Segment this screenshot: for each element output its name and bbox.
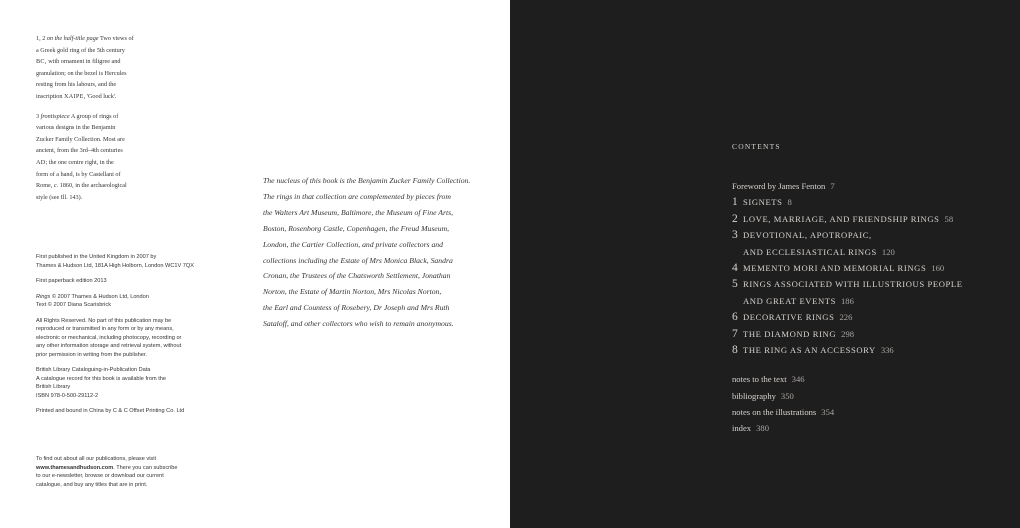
acknowledgement-line: Sataloff, and other collectors who wish to remain anonymous.: [263, 319, 454, 329]
caption-text: with ornament in filigree and: [48, 58, 121, 66]
caption-frontispiece: [36, 111, 148, 204]
chapter-title: THE DIAMOND RING: [743, 328, 837, 339]
book-title: Rings: [36, 293, 51, 300]
caption-text: various designs in the Benjamin: [36, 124, 116, 132]
caption-text: Zucker Family Collection. Most are: [36, 135, 125, 143]
chapter-number: 6: [732, 311, 738, 324]
imprint-line: First published in the United Kingdom in 2007 by: [36, 254, 157, 260]
cataloguing-line: A catalogue record for this book is available from the: [36, 375, 166, 382]
caption-text: , 'Good luck'.: [83, 92, 117, 100]
publisher-line: . There you can subscribe: [113, 464, 178, 471]
acknowledgement-line: The nucleus of this book is the Benjamin Zucker Family Collection.: [263, 176, 471, 185]
toc-chapter-1[interactable]: [732, 194, 982, 210]
toc-entry-title: Foreword by James Fenton: [732, 181, 826, 191]
rights-line: electronic or mechanical, including photocopy, recording or: [36, 334, 182, 341]
toc-page-number: 120: [881, 246, 895, 257]
caption-era: AD: [36, 158, 46, 166]
rights-line: All Rights Reserved. No part of this publication may be: [36, 317, 172, 324]
copyright-imprint: [36, 253, 211, 423]
collection-acknowledgement: [263, 173, 485, 332]
toc-notes-on-illustrations[interactable]: [732, 404, 982, 420]
toc-page-number: 160: [931, 262, 945, 273]
caption-number: 1, 2: [36, 35, 46, 42]
caption-circa: c.: [53, 182, 59, 190]
toc-page-number: 7: [830, 181, 835, 191]
acknowledgement-line: the Earl and Countess of Rosebery, Dr Joseph and Mrs Ruth: [263, 303, 450, 313]
acknowledgement-line: collections including the Estate of Mrs Monica Black, Sandra: [263, 255, 453, 265]
toc-bibliography[interactable]: [732, 388, 982, 404]
isbn: ISBN 978-0-500-29112-2: [36, 392, 99, 399]
chapter-number: 7: [732, 327, 738, 340]
caption-text: Two views of: [100, 35, 134, 42]
publisher-line: To find out about all our publications, please visit: [36, 456, 157, 462]
caption-text: granulation; on the bezel is Hercules: [36, 69, 127, 77]
chapter-number: 8: [732, 343, 738, 356]
publisher-line: catalogue, and buy any titles that are in print.: [36, 481, 148, 488]
caption-text: A group of rings of: [70, 112, 119, 120]
caption-text: Rome,: [36, 182, 53, 190]
caption-number: 3: [36, 112, 40, 120]
rights-line: any other information storage and retrieval system, without: [36, 343, 182, 349]
toc-page-number: 8: [787, 197, 792, 208]
toc-page-number: 336: [880, 344, 894, 355]
publisher-website-link[interactable]: www.thamesandhudson.com: [36, 464, 114, 471]
chapter-number: 5: [732, 278, 738, 291]
toc-chapter-3[interactable]: [732, 227, 982, 243]
chapter-title: LOVE, MARRIAGE, AND FRIENDSHIP RINGS: [743, 213, 940, 224]
toc-foreword[interactable]: [732, 178, 982, 194]
chapter-number: 4: [732, 261, 738, 274]
caption-inscription: XAIPE: [64, 92, 84, 100]
toc-chapter-8[interactable]: [732, 342, 982, 358]
rights-line: prior permission in writing from the publisher.: [36, 351, 147, 358]
toc-page-number: 346: [791, 374, 805, 385]
chapter-title: DEVOTIONAL, APOTROPAIC,: [743, 230, 872, 241]
chapter-title: THE RING AS AN ACCESSORY: [743, 344, 876, 355]
edition-line: First paperback edition 2013: [36, 278, 107, 284]
chapter-title: AND GREAT EVENTS: [743, 295, 836, 306]
acknowledgement-line: London, the Cartier Collection, and private collectors and: [263, 239, 443, 249]
chapter-title: SIGNETS: [743, 197, 783, 208]
chapter-title: MEMENTO MORI AND MEMORIAL RINGS: [743, 262, 927, 273]
contents-heading: CONTENTS: [732, 142, 781, 151]
toc-page-number: 354: [821, 407, 835, 418]
acknowledgement-line: The rings in that collection are complemented by pieces from: [263, 191, 451, 201]
chapter-title: RINGS ASSOCIATED WITH ILLUSTRIOUS PEOPLE: [743, 279, 963, 290]
caption-era: BC,: [36, 58, 47, 66]
chapter-title: AND ECCLESIASTICAL RINGS: [743, 246, 877, 257]
caption-text: style (see Ill. 143).: [36, 193, 83, 201]
toc-page-number: 226: [839, 312, 853, 323]
acknowledgement-line: Norton, the Estate of Martin Norton, Mrs Nicolas Norton,: [263, 287, 442, 297]
caption-text: inscription: [36, 92, 63, 100]
acknowledgement-line: the Walters Art Museum, Baltimore, the Museum of Fine Arts,: [263, 207, 454, 217]
caption-text: ancient, from the 3rd–4th centuries: [36, 147, 123, 155]
acknowledgement-line: Boston, Rosenborg Castle, Copenhagen, the Freud Museum,: [263, 223, 450, 233]
toc-chapter-5[interactable]: [732, 276, 982, 292]
copyright-line: © 2007 Thames & Hudson Ltd, London: [51, 293, 149, 300]
toc-entry-title: notes to the text: [732, 374, 787, 385]
toc-index[interactable]: [732, 420, 982, 436]
rights-line: reproduced or transmitted in any form or by any means,: [36, 326, 174, 332]
chapter-number: 2: [732, 212, 738, 225]
toc-page-number: 186: [841, 295, 854, 306]
printer-line: Printed and bound in China by C & C Offset Printing Co. Ltd: [36, 408, 185, 414]
caption-text: 1860, in the archaeological: [59, 182, 127, 190]
illustration-captions: [36, 33, 148, 211]
toc-chapter-7[interactable]: [732, 326, 982, 342]
toc-chapter-6[interactable]: [732, 309, 982, 325]
toc-page-number: 58: [944, 213, 954, 224]
caption-location: on the half-title page: [46, 35, 99, 42]
caption-text: a Greek gold ring of the 5th century: [36, 46, 125, 54]
chapter-title: DECORATIVE RINGS: [743, 312, 835, 323]
copyright-line: Text © 2007 Diana Scarisbrick: [36, 302, 112, 308]
caption-location: frontispiece: [40, 112, 70, 120]
toc-page-number: 380: [756, 423, 769, 434]
toc-chapter-2[interactable]: [732, 211, 982, 227]
caption-text: resting from his labours, and the: [36, 81, 117, 89]
toc-page-number: 298: [841, 328, 855, 339]
acknowledgement-line: Cronan, the Trustees of the Chatsworth Settlement, Jonathan: [263, 271, 451, 281]
toc-chapter-3-continued[interactable]: [732, 244, 982, 260]
chapter-number: 1: [732, 196, 738, 209]
table-of-contents: [732, 142, 982, 437]
publisher-line: to our e-newsletter, browse or download our current: [36, 473, 164, 479]
toc-notes-to-text[interactable]: [732, 371, 982, 387]
caption-text: ; the one centre right, in the: [45, 158, 114, 166]
toc-entry-title: index: [732, 423, 752, 434]
toc-entry-title: bibliography: [732, 390, 776, 401]
toc-page-number: 350: [780, 390, 794, 401]
toc-chapter-4[interactable]: [732, 260, 982, 276]
cataloguing-line: British Library Cataloguing-in-Publication Data: [36, 367, 151, 373]
caption-text: form of a hand, is by Castellani of: [36, 170, 121, 178]
toc-chapter-5-continued[interactable]: [732, 293, 982, 309]
caption-half-title: [36, 33, 148, 103]
cataloguing-line: British Library: [36, 384, 71, 390]
toc-entry-title: notes on the illustrations: [732, 407, 817, 418]
publisher-note: [36, 455, 211, 489]
toc-spacer: [732, 358, 982, 371]
imprint-line: Thames & Hudson Ltd, 181A High Holborn, London WC1V 7QX: [36, 262, 194, 269]
chapter-number: 3: [732, 229, 738, 242]
